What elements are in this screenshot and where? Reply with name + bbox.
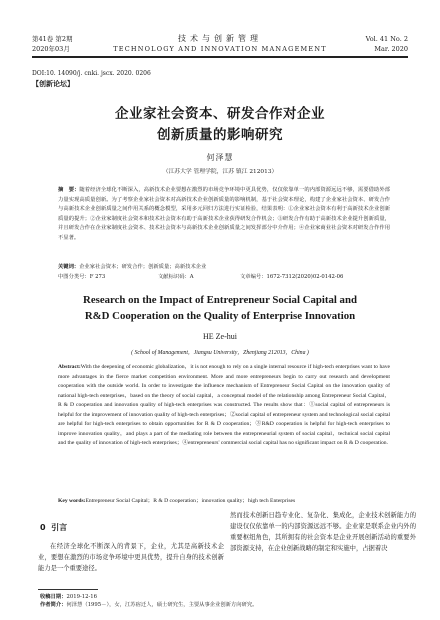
footnote-rule [38, 589, 98, 590]
issue-date-cn: 2020年03月 [32, 45, 70, 53]
footnote-author [40, 601, 257, 609]
body-text-left: 在经济全球化不断深入的背景下，企业，尤其是高新技术企业，要想在激烈的市场竞争环境中更具优势，提升自身的技术创新能力是一个重要途径。 [38, 543, 224, 572]
volume-issue-en [366, 34, 408, 54]
journal-name-cn: 技术与创新管理 [178, 34, 262, 43]
header-rule [32, 56, 408, 58]
author-bio-label: 作者简介： [40, 602, 67, 609]
title-cn-line-2: 创新质量的影响研究 [157, 127, 283, 143]
title-cn [60, 104, 380, 146]
abstract-cn-label: 摘 要： [58, 187, 80, 193]
abstract-en [58, 363, 390, 449]
section-title: 引言 [51, 523, 68, 532]
journal-name [32, 34, 408, 54]
article-number: 文章编号：1672-7312(2020)02-0142-06 [240, 274, 344, 280]
issue-date-en: Mar. 2020 [374, 45, 408, 53]
volume-label: 第41卷 第2期 [32, 35, 73, 43]
keywords-cn-text: 企业家社会资本；研发合作；创新质量；高新技术企业 [79, 264, 207, 270]
received-label: 收稿日期： [40, 594, 67, 600]
classification-meta [58, 273, 390, 281]
journal-header [32, 34, 408, 64]
affiliation-cn: （江苏大学 管理学院，江苏 镇江 212013） [162, 169, 278, 175]
keywords-en-label: Key words: [58, 498, 86, 504]
document-code: 文献标识码：A [158, 274, 194, 280]
abstract-en-label: Abstract: [58, 364, 81, 370]
abstract-cn [58, 186, 390, 244]
keywords-en-text: Entrepreneur Social Capital；R & D cooperation；innovation quality；high tech Enterprises [85, 498, 296, 504]
received-date: 2019-12-16 [66, 594, 98, 600]
author-en: HE Ze-hui [203, 332, 237, 341]
author-cn: 何泽慧 [206, 153, 234, 162]
title-cn-line-1: 企业家社会资本、研发合作对企业 [115, 106, 325, 122]
title-en-line-2: R&D Cooperation on the Quality of Enterprise Innovation [84, 309, 356, 322]
title-en-line-1: Research on the Impact of Entrepreneur Social Capital and [83, 294, 357, 306]
volume-label-en: Vol. 41 No. 2 [365, 35, 408, 43]
body-text-right: 然而技术创新日趋专业化、复杂化、集成化，企业技术创新能力的建设仅仅依靠单一的内部资源远远不够。企业家是联系企业内外的重要枢纽角色，其所拥有的社会资本是企业开展创新活动的重要外部资源支持，在企业创新战略的制定和实施中，占据着决 [230, 512, 416, 552]
affiliation-en: ( School of Management，Jiangsu University，Zhenjiang 212013，China ) [131, 350, 309, 356]
journal-name-en: TECHNOLOGY AND INNOVATION MANAGEMENT [113, 45, 327, 53]
doi: DOI:10. 14090/j. cnki. jscx. 2020. 0206 [32, 70, 151, 77]
footnote [40, 593, 257, 610]
section-number: 0 [40, 523, 46, 532]
author-bio: 何泽慧（1995－），女，江苏宿迁人，硕士研究生，主要从事企业创新方向研究。 [66, 602, 258, 609]
footnote-received [40, 593, 257, 601]
keywords-cn-label: 关键词： [58, 264, 80, 270]
title-en [50, 293, 390, 324]
abstract-en-text: With the deepening of economic globalization，it is not enough to rely on a single internal resource if high-tech enterprises want to have more advantages in the fierce market competition environment. More and more entrepreneurs begin to carry out research and development cooperation with the outside world. In order to investigate the influence mechanism of Entrepreneur Social Capital on the innovation quality of national high-tech enterprises，based on the theory of social capital，a conceptual model of the relationship among Entrepreneur Social Capital，R & D cooperation and innovation quality of high-tech enterprises was constructed. The results show that：①social capital of entrepreneurs is helpful for the improvement of innovation quality of high-tech enterprises；②social capital of entrepreneur system and technological social capital are helpful for high-tech enterprises to obtain opportunities for R & D cooperation；③R&D cooperation is helpful for high-tech enterprises to improve innovation quality，and plays a part of the mediating role between the entrepreneurial system of social capital，technical social capital and the quality of innovation of high-tech enterprises；④entrepreneurs' commercial social capital has no significant impact on R & D cooperation. [58, 364, 390, 446]
abstract-cn-text: 随着经济全球化不断深入，高新技术企业要想在激烈的市场竞争环境中更具优势，仅仅依靠单一的内部资源远远不够，需要借助外部力量实现高质量创新。为了考察企业家社会资本对高新技术企业创新质量的影响机制，基于社会资本理论，构建了企业家社会资本、研发合作与高新技术企业创新质量之间作用关系的概念模型，采用多元回归方法进行实证检验，结果表明：①企业家社会资本有利于高新技术企业创新质量的提升；②企业家制度社会资本和技术社会资本有助于高新技术企业获得研发合作机会；③研发合作有助于高新技术企业提升创新质量，并且研发合作在企业家制度社会资本、技术社会资本与高新技术企业创新质量之间发挥部分中介作用；④企业家商业社会资本对研发合作作用不显著。 [58, 187, 390, 241]
keywords-cn [58, 263, 390, 271]
column-label: 【创新论坛】 [32, 80, 74, 88]
section-heading [40, 522, 67, 533]
clc-number: 中图分类号：F 273 [58, 274, 106, 280]
keywords-en [58, 497, 390, 505]
